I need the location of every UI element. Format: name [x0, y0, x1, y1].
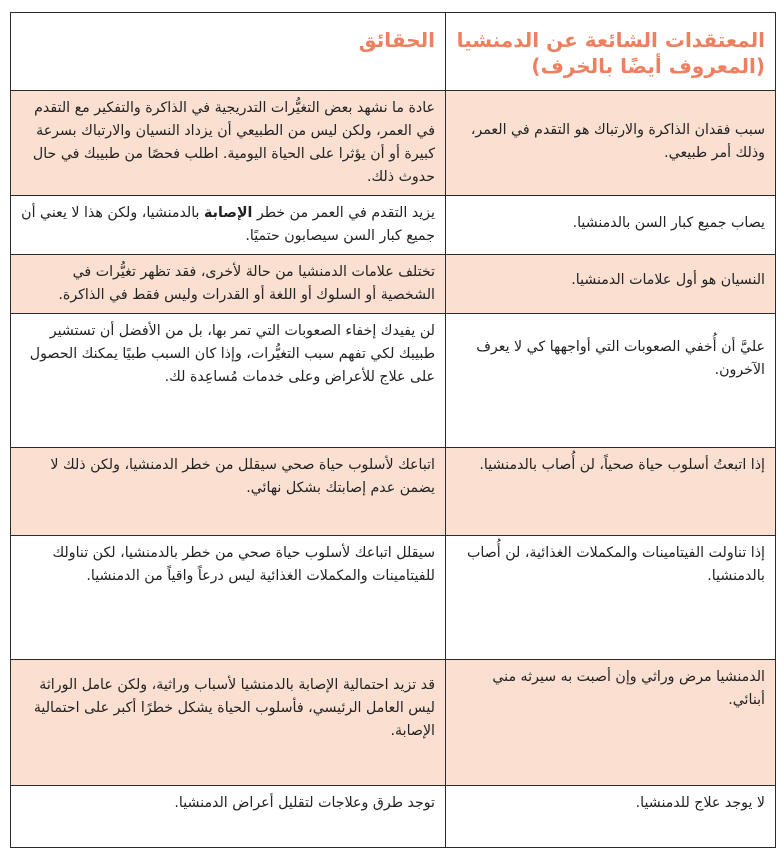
fact-cell: لن يفيدك إخفاء الصعوبات التي تمر بها، بل من الأفضل أن تستشير طبيبك لكي تفهم سبب التغيُّرات، وإذا كان السبب طبيًا يمكنك الحصول على علاج للأعراض وعلى خدمات مُساعِدة لك. — [11, 314, 446, 448]
myth-cell: النسيان هو أول علامات الدمنشيا. — [446, 255, 776, 314]
fact-cell: اتباعك لأسلوب حياة صحي سيقلل من خطر الدمنشيا، ولكن ذلك لا يضمن عدم إصابتك بشكل نهائي. — [11, 448, 446, 536]
table-row — [11, 448, 776, 536]
fact-cell: عادة ما نشهد بعض التغيُّرات التدريجية في الذاكرة والتفكير مع التقدم في العمر، ولكن ليس من الطبيعي أن يزداد النسيان والارتباك بسرعة كبيرة أو أن يؤثرا على الحياة اليومية. اطلب فحصًا من طبيبك في حال حدوث ذلك. — [11, 91, 446, 196]
fact-emphasis: الإصابة — [204, 205, 253, 221]
myths-facts-table — [10, 12, 776, 848]
fact-text: بالدمنشيا، ولكن هذا لا يعني أن جميع كبار السن سيصابون حتميًا. — [21, 205, 435, 244]
table-row — [11, 786, 776, 848]
table-row — [11, 196, 776, 255]
myth-cell: يصاب جميع كبار السن بالدمنشيا. — [446, 196, 776, 255]
fact-text: يزيد التقدم في العمر من خطر — [252, 205, 435, 221]
myth-cell: إذا اتبعتُ أسلوب حياة صحياً، لن أُصاب بالدمنشيا. — [446, 448, 776, 536]
table-row — [11, 314, 776, 448]
header-row — [11, 13, 776, 91]
fact-cell: سيقلل اتباعك لأسلوب حياة صحي من خطر بالدمنشيا، لكن تناولك للفيتامينات والمكملات الغذائية ليس درعاً واقياً من الدمنشيا. — [11, 536, 446, 660]
table-row — [11, 660, 776, 786]
table-row — [11, 255, 776, 314]
myth-cell: إذا تناولت الفيتامينات والمكملات الغذائية، لن أُصاب بالدمنشيا. — [446, 536, 776, 660]
myths-column-header: المعتقدات الشائعة عن الدمنشيا (المعروف أيضًا بالخرف) — [446, 13, 776, 91]
table-row — [11, 91, 776, 196]
myth-cell: الدمنشيا مرض وراثي وإن أصبت به سيرثه مني أبنائي. — [446, 660, 776, 786]
myth-cell: لا يوجد علاج للدمنشيا. — [446, 786, 776, 848]
table-row — [11, 536, 776, 660]
fact-cell: توجد طرق وعلاجات لتقليل أعراض الدمنشيا. — [11, 786, 446, 848]
myth-cell: عليَّ أن أُخفي الصعوبات التي أواجهها كي لا يعرف الآخرون. — [446, 314, 776, 448]
fact-cell: تختلف علامات الدمنشيا من حالة لأخرى، فقد تظهر تغيُّرات في الشخصية أو السلوك أو اللغة أو القدرات وليس فقط في الذاكرة. — [11, 255, 446, 314]
facts-column-header: الحقائق — [11, 13, 446, 91]
fact-cell: قد تزيد احتمالية الإصابة بالدمنشيا لأسباب وراثية، ولكن عامل الوراثة ليس العامل الرئيسي، فأسلوب الحياة يشكل خطرًا أكبر على احتمالية الإصابة. — [11, 660, 446, 786]
fact-cell — [11, 196, 446, 255]
myth-cell: سبب فقدان الذاكرة والارتباك هو التقدم في العمر، وذلك أمر طبيعي. — [446, 91, 776, 196]
